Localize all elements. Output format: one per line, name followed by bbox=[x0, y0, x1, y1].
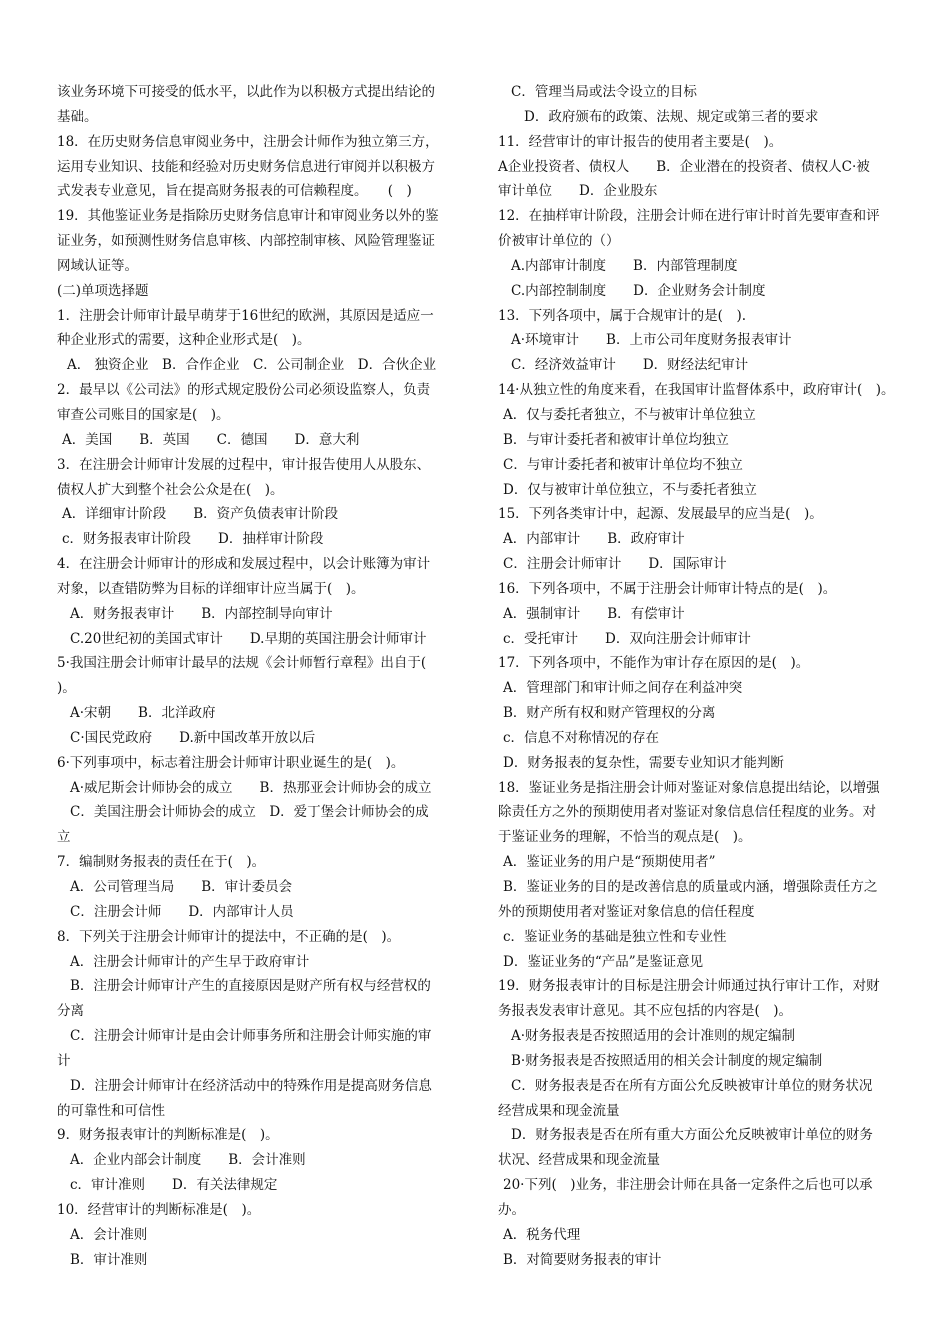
right-text-column bbox=[498, 80, 908, 1273]
text-line: 债权人扩大到整个社会公众是在( )。 bbox=[57, 481, 284, 498]
text-line: B．财产所有权和财产管理权的分离 bbox=[503, 705, 716, 722]
text-line: 11．经营审计的审计报告的使用者主要是( )。 bbox=[498, 133, 783, 150]
text-line: C．美国注册会计师协会的成立 D．爱丁堡会计师协会的成 bbox=[70, 804, 429, 821]
text-line: B．审计准则 bbox=[70, 1251, 148, 1268]
text-line: 10．经营审计的判断标准是( )。 bbox=[57, 1201, 261, 1218]
text-line: D．鉴证业务的“产品”是鉴证意见 bbox=[503, 953, 704, 970]
text-line: 14·从独立性的角度来看，在我国审计监督体系中，政府审计( )。 bbox=[498, 382, 895, 399]
text-line: C.内部控制制度 D．企业财务会计制度 bbox=[511, 282, 766, 299]
text-line: D．政府颁布的政策、法规、规定或第三者的要求 bbox=[524, 108, 819, 125]
text-line: A·财务报表是否按照适用的会计准则的规定编制 bbox=[511, 1028, 796, 1045]
text-line: A·威尼斯会计师协会的成立 B．热那亚会计师协会的成立 bbox=[70, 779, 432, 796]
text-line: 19．财务报表审计的目标是注册会计师通过执行审计工作，对财 bbox=[498, 978, 880, 995]
text-line: 状况、经营成果和现金流量 bbox=[498, 1152, 660, 1169]
text-line: 13．下列各项中，属于合规审计的是( ). bbox=[498, 307, 747, 324]
text-line: D．财务报表是否在所有重大方面公允反映被审计单位的财务 bbox=[511, 1127, 873, 1144]
text-line: 5·我国注册会计师审计最早的法规《会计师暂行章程》出自于( bbox=[57, 655, 427, 672]
text-line: 9．财务报表审计的判断标准是( )。 bbox=[57, 1127, 279, 1144]
text-line: 2．最早以《公司法》的形式规定股份公司必须设监察人，负责 bbox=[57, 382, 431, 399]
text-line: 7．编制财务报表的责任在于( )。 bbox=[57, 854, 266, 871]
text-line: B．与审计委托者和被审计单位均独立 bbox=[503, 431, 729, 448]
text-line: 15．下列各类审计中，起源、发展最早的应当是( )。 bbox=[498, 506, 823, 523]
text-line: B．鉴证业务的目的是改善信息的质量或内涵，增强除责任方之 bbox=[503, 879, 878, 895]
text-line: C．注册会计师审计 D．国际审计 bbox=[503, 556, 727, 573]
text-line: B．对简要财务报表的审计 bbox=[503, 1251, 662, 1268]
text-line: 3．在注册会计师审计发展的过程中，审计报告使用人从股东、 bbox=[57, 456, 431, 473]
text-line: C.20世纪初的美国式审计 D.早期的英国注册会计师审计 bbox=[70, 630, 427, 647]
text-line: A．财务报表审计 B．内部控制导向审计 bbox=[70, 605, 333, 622]
text-line: 证业务，如预测性财务信息审核、内部控制审核、风险管理鉴证 bbox=[57, 233, 435, 250]
text-line: c．鉴证业务的基础是独立性和专业性 bbox=[503, 928, 727, 945]
text-line: 审查公司账目的国家是( )。 bbox=[57, 406, 230, 423]
text-line: c．财务报表审计阶段 D．抽样审计阶段 bbox=[62, 531, 324, 548]
text-line: D．财务报表的复杂性，需要专业知识才能判断 bbox=[503, 754, 784, 771]
text-line: 18．鉴证业务是指注册会计师对鉴证对象信息提出结论，以增强 bbox=[498, 779, 880, 796]
text-line: 4．在注册会计师审计的形成和发展过程中，以会计账簿为审计 bbox=[57, 556, 431, 573]
text-line: 对象，以查错防弊为目标的详细审计应当属于( )。 bbox=[57, 580, 365, 597]
text-line: 计 bbox=[57, 1052, 71, 1069]
text-line: A．公司管理当局 B．审计委员会 bbox=[70, 879, 293, 895]
text-line: 20·下列( )业务，非注册会计师在具备一定条件之后也可以承 bbox=[503, 1177, 873, 1194]
text-line: 式发表专业意见，旨在提高财务报表的可信赖程度。 ( ) bbox=[57, 183, 412, 200]
text-line: 6·下列事项中，标志着注册会计师审计职业诞生的是( )。 bbox=[57, 754, 405, 771]
text-line: 经营成果和现金流量 bbox=[498, 1102, 620, 1119]
text-line: C．与审计委托者和被审计单位均不独立 bbox=[503, 456, 743, 473]
text-line: C．管理当局或法令设立的目标 bbox=[511, 84, 697, 100]
text-line: 17．下列各项中，不能作为审计存在原因的是( )。 bbox=[498, 655, 810, 672]
text-line: 1．注册会计师审计最早萌芽于16世纪的欧洲，其原因是适应一 bbox=[57, 307, 434, 324]
text-line: B·财务报表是否按照适用的相关会计制度的规定编制 bbox=[511, 1052, 823, 1069]
text-line: A．管理部门和审计师之间存在利益冲突 bbox=[503, 680, 743, 697]
text-line: c．受托审计 D．双向注册会计师审计 bbox=[503, 630, 751, 647]
text-line: 基础。 bbox=[57, 108, 98, 125]
text-line: 于鉴证业务的理解，不恰当的观点是( )。 bbox=[498, 829, 752, 846]
text-line: 该业务环境下可接受的低水平，以此作为以积极方式提出结论的 bbox=[57, 84, 435, 100]
text-line: C．财务报表是否在所有方面公允反映被审计单位的财务状况 bbox=[511, 1077, 873, 1094]
text-line: c．信息不对称情况的存在 bbox=[503, 729, 660, 746]
text-line: 12．在抽样审计阶段，注册会计师在进行审计时首先要审查和评 bbox=[498, 208, 880, 225]
text-line: (二)单项选择题 bbox=[57, 282, 149, 299]
text-line: A.内部审计制度 B．内部管理制度 bbox=[511, 257, 738, 274]
text-line: 运用专业知识、技能和经验对历史财务信息进行审阅并以积极方 bbox=[57, 158, 435, 175]
text-line: 种企业形式的需要，这种企业形式是( )。 bbox=[57, 332, 311, 349]
text-line: 办。 bbox=[498, 1201, 525, 1218]
text-line: A．企业内部会计制度 B．会计准则 bbox=[70, 1152, 306, 1169]
text-line: )。 bbox=[57, 680, 76, 697]
text-line: A．详细审计阶段 B．资产负债表审计阶段 bbox=[62, 506, 339, 523]
text-line: 审计单位 D．企业股东 bbox=[498, 183, 658, 200]
text-line: A·宋朝 B．北洋政府 bbox=[70, 705, 216, 722]
text-line: 的可靠性和可信性 bbox=[57, 1102, 165, 1119]
text-line: A·环境审计 B．上市公司年度财务报表审计 bbox=[511, 332, 792, 349]
text-line: 价被审计单位的（） bbox=[498, 233, 620, 250]
text-line: C．注册会计师 D．内部审计人员 bbox=[70, 903, 294, 920]
text-line: A．税务代理 bbox=[503, 1226, 581, 1243]
text-line: A．内部审计 B．政府审计 bbox=[503, 531, 685, 548]
text-line: 除责任方之外的预期使用者对鉴证对象信息信任程度的业务。对 bbox=[498, 804, 876, 821]
text-line: c．审计准则 D．有关法律规定 bbox=[70, 1177, 278, 1194]
text-line: 分离 bbox=[57, 1003, 84, 1020]
text-line: 19．其他鉴证业务是指除历史财务信息审计和审阅业务以外的鉴 bbox=[57, 208, 439, 225]
text-line: D．注册会计师审计在经济活动中的特殊作用是提高财务信息 bbox=[70, 1077, 432, 1094]
text-line: A． 独资企业 B．合作企业 C．公司制企业 D．合伙企业 bbox=[67, 357, 437, 374]
text-line: A．注册会计师审计的产生早于政府审计 bbox=[70, 953, 310, 970]
text-line: 网域认证等。 bbox=[57, 257, 138, 274]
text-line: A．强制审计 B．有偿审计 bbox=[503, 605, 685, 622]
text-line: 18．在历史财务信息审阅业务中，注册会计师作为独立第三方， bbox=[57, 133, 439, 150]
text-line: C·国民党政府 D.新中国改革开放以后 bbox=[70, 729, 316, 746]
text-line: 外的预期使用者对鉴证对象信息的信任程度 bbox=[498, 903, 755, 920]
text-line: A．鉴证业务的用户是“预期使用者” bbox=[503, 854, 716, 871]
text-line: A．会计准则 bbox=[70, 1226, 148, 1243]
text-line: A企业投资者、债权人 B．企业潜在的投资者、债权人C·被 bbox=[498, 158, 870, 175]
text-line: D．仅与被审计单位独立，不与委托者独立 bbox=[503, 481, 757, 498]
text-line: 8．下列关于注册会计师审计的提法中，不正确的是( )。 bbox=[57, 928, 401, 945]
text-line: C．经济效益审计 D．财经法纪审计 bbox=[511, 357, 749, 374]
left-text-column bbox=[57, 80, 467, 1273]
text-line: C．注册会计师审计是由会计师事务所和注册会计师实施的审 bbox=[70, 1028, 432, 1045]
text-line: B．注册会计师审计产生的直接原因是财产所有权与经营权的 bbox=[70, 978, 431, 995]
text-line: 立 bbox=[57, 829, 71, 846]
text-line: A．仅与委托者独立，不与被审计单位独立 bbox=[503, 406, 756, 423]
text-line: A．美国 B．英国 C．德国 D．意大利 bbox=[62, 431, 360, 448]
text-line: 务报表发表审计意见。其不应包括的内容是( )。 bbox=[498, 1003, 793, 1020]
text-line: 16．下列各项中，不属于注册会计师审计特点的是( )。 bbox=[498, 580, 837, 597]
